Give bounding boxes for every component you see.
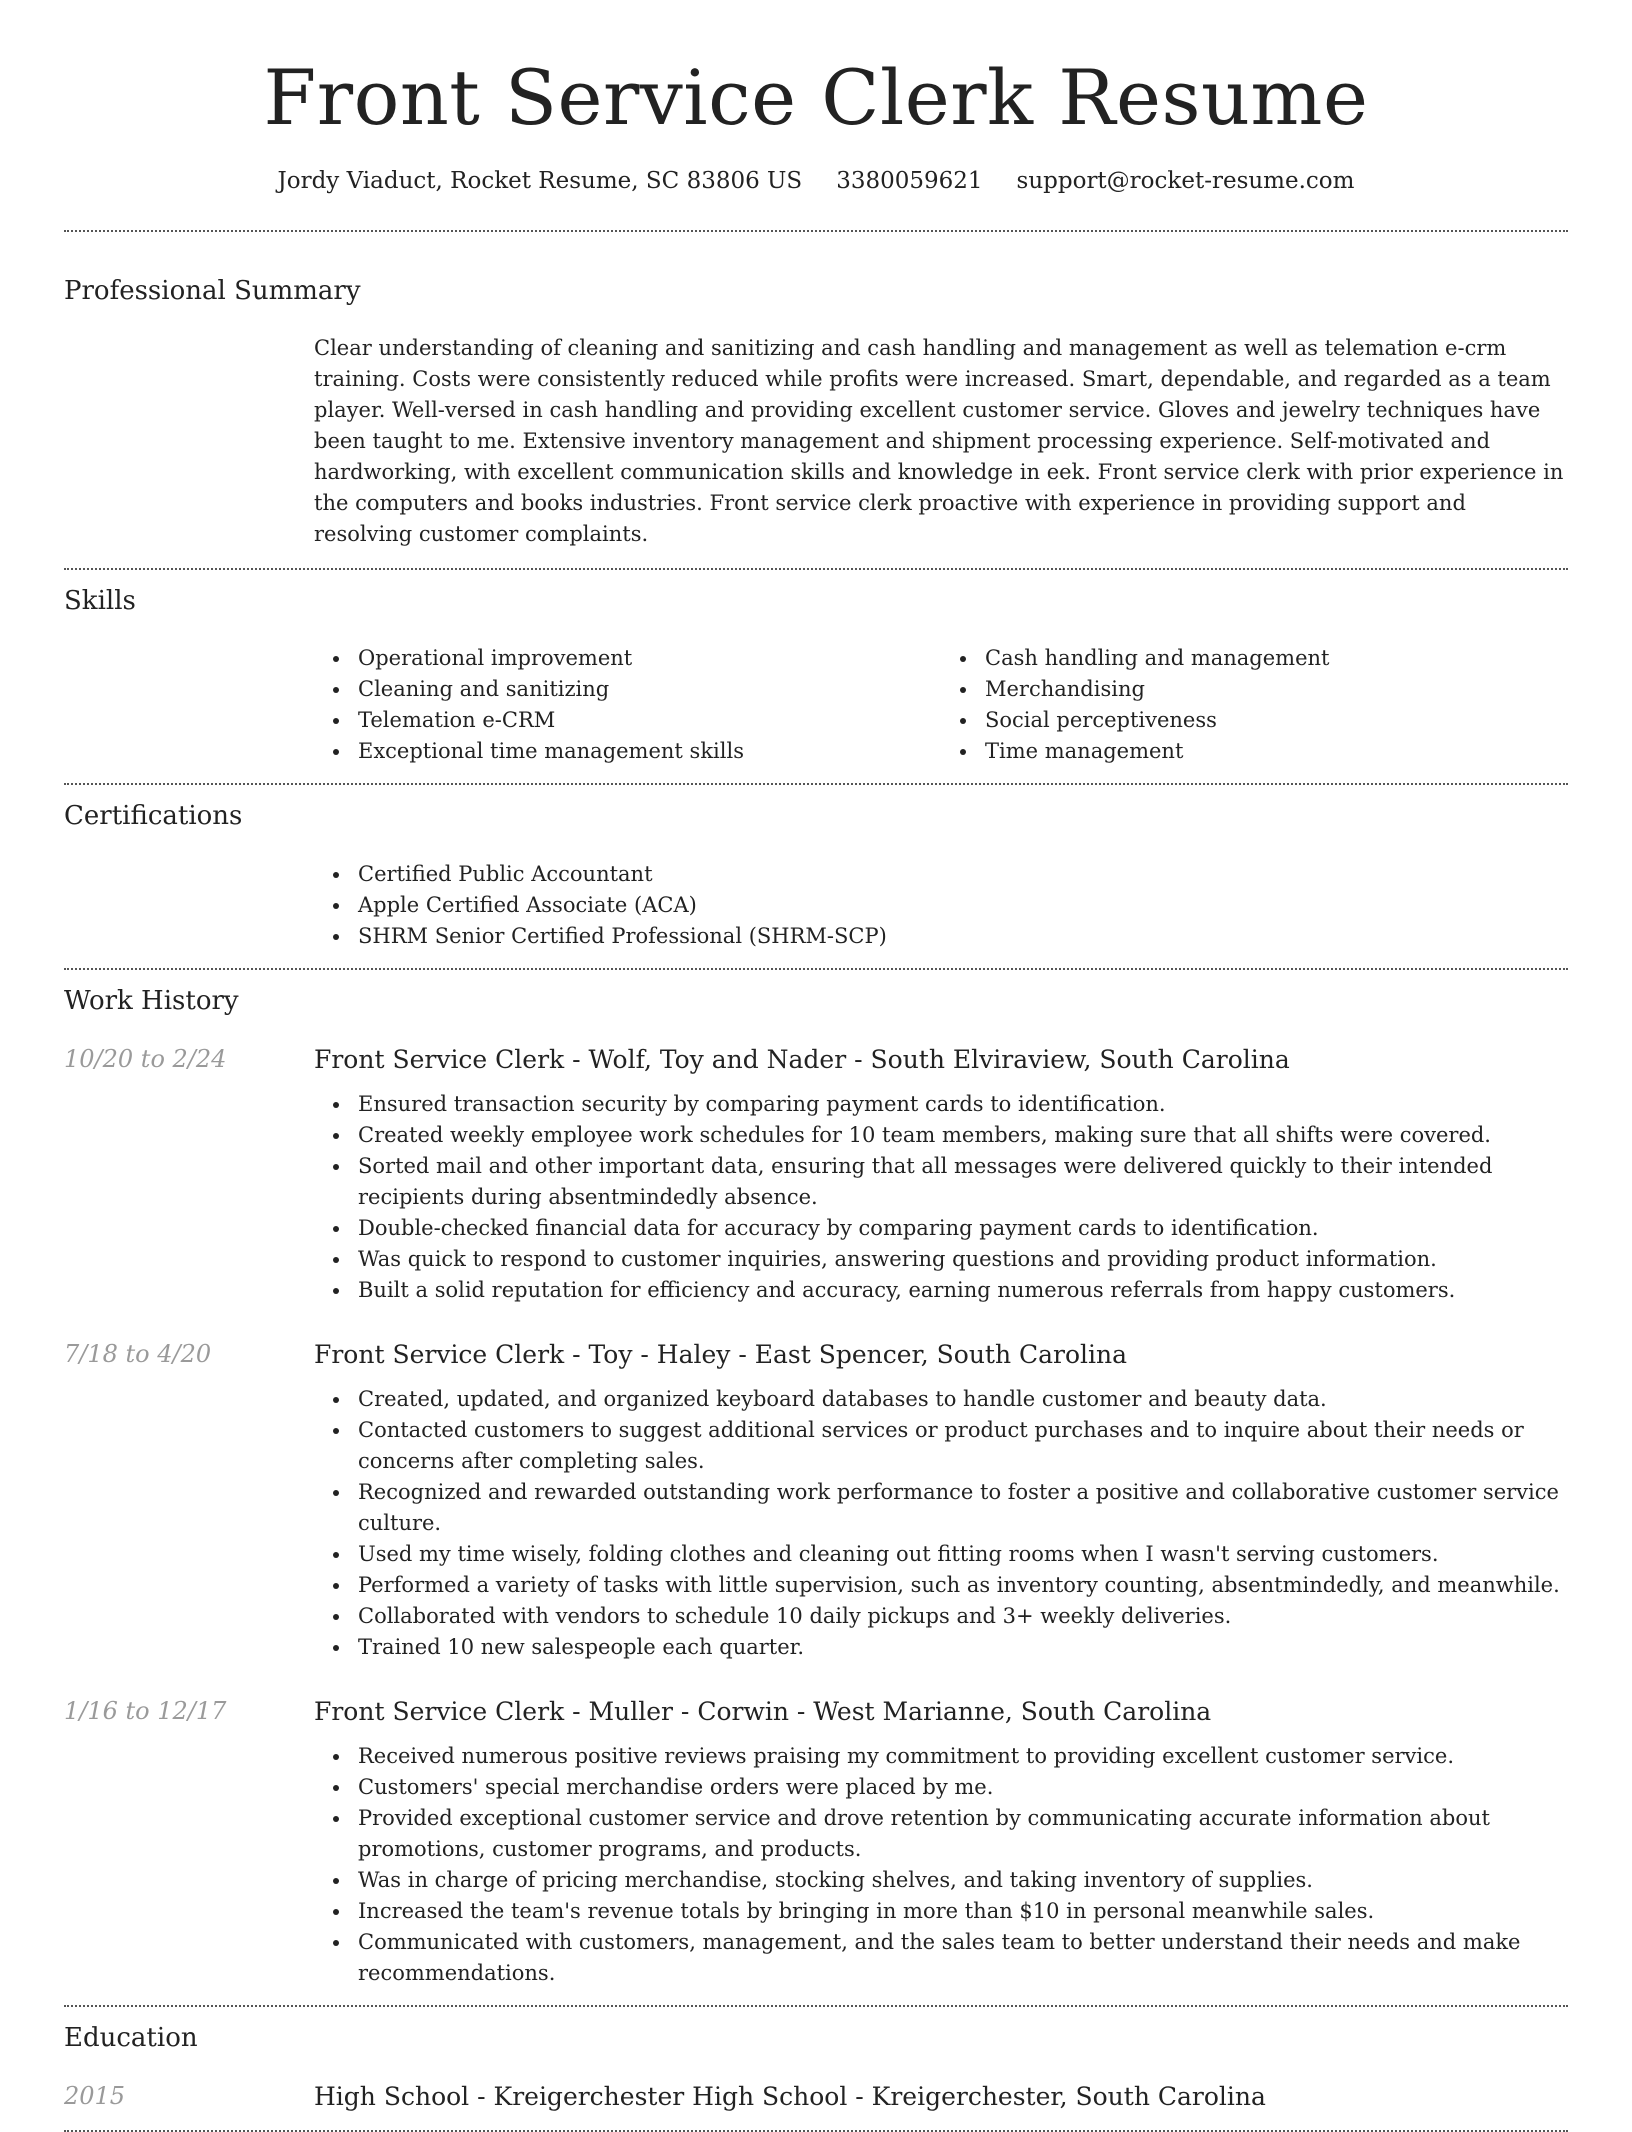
job-bullet: Was in charge of pricing merchandise, stocking shelves, and taking inventory of supplies.: [358, 1865, 1568, 1896]
contact-line: [64, 168, 1568, 194]
skill-item: Cash handling and management: [985, 643, 1568, 674]
certifications-heading: Certifications: [64, 801, 243, 832]
skills-list-left: [314, 643, 941, 767]
job-bullet: Performed a variety of tasks with little supervision, such as inventory counting, absentmindedly, and meanwhile.: [358, 1570, 1568, 1601]
job-bullet: Received numerous positive reviews praising my commitment to providing excellent customer service.: [358, 1741, 1568, 1772]
job-entry: [64, 1338, 1568, 1663]
contact-email: support@rocket-resume.com: [1016, 168, 1355, 194]
summary-section: [64, 232, 1568, 568]
skill-item: Merchandising: [985, 674, 1568, 705]
skill-item: Time management: [985, 736, 1568, 767]
education-year: 2015: [64, 2081, 126, 2110]
job-bullet: Trained 10 new salespeople each quarter.: [358, 1632, 1568, 1663]
job-entry: [64, 1695, 1568, 2005]
education-section: [64, 2007, 1568, 2130]
summary-text: Clear understanding of cleaning and sanitizing and cash handling and management as well as telemation e-crm training. Costs were consistently reduced while profits were increased. Smart, dependable, and regarded as a team player. Well-versed in cash handling and providing excellent customer service. Gloves and jewelry techniques have been taught to me. Extensive inventory management and shipment processing experience. Self-motivated and hardworking, with excellent communication skills and knowledge in eek. Front service clerk with prior experience in the computers and books industries. Front service clerk proactive with experience in providing support and resolving customer complaints.: [314, 336, 1564, 547]
resume-page: [64, 0, 1568, 2132]
work-history-section: [64, 970, 1568, 2005]
skill-item: Social perceptiveness: [985, 705, 1568, 736]
skill-item: Telemation e-CRM: [358, 705, 941, 736]
job-title: Front Service Clerk - Wolf, Toy and Nader - South Elviraview, South Carolina: [314, 1044, 1290, 1074]
job-title: Front Service Clerk - Muller - Corwin - West Marianne, South Carolina: [314, 1696, 1212, 1726]
job-dates: 10/20 to 2/24: [64, 1044, 227, 1073]
skill-item: Exceptional time management skills: [358, 736, 941, 767]
job-bullet: Built a solid reputation for efficiency and accuracy, earning numerous referrals from happy customers.: [358, 1275, 1568, 1306]
job-bullet: Collaborated with vendors to schedule 10 daily pickups and 3+ weekly deliveries.: [358, 1601, 1568, 1632]
job-title: Front Service Clerk - Toy - Haley - East Spencer, South Carolina: [314, 1339, 1128, 1369]
job-bullet: Sorted mail and other important data, ensuring that all messages were delivered quickly to their intended recipients during absentmindedly absence.: [358, 1151, 1568, 1213]
education-title: High School - Kreigerchester High School - Kreigerchester, South Carolina: [314, 2081, 1266, 2111]
job-bullets: [314, 1384, 1568, 1663]
skill-item: Operational improvement: [358, 643, 941, 674]
skills-heading: Skills: [64, 586, 136, 617]
job-bullet: Contacted customers to suggest additional services or product purchases and to inquire about their needs or concerns after completing sales.: [358, 1415, 1568, 1477]
job-bullets: [314, 1741, 1568, 1989]
contact-address: Jordy Viaduct, Rocket Resume, SC 83806 US: [277, 168, 803, 194]
job-bullet: Used my time wisely, folding clothes and cleaning out fitting rooms when I wasn't serving customers.: [358, 1539, 1568, 1570]
job-dates: 1/16 to 12/17: [64, 1696, 227, 1725]
certifications-list: [314, 859, 1568, 952]
job-bullet: Created, updated, and organized keyboard databases to handle customer and beauty data.: [358, 1384, 1568, 1415]
education-heading: Education: [64, 2022, 198, 2053]
job-entry: [64, 1043, 1568, 1306]
summary-heading: Professional Summary: [64, 276, 361, 306]
certification-item: Apple Certified Associate (ACA): [358, 890, 1568, 921]
job-bullet: Customers' special merchandise orders were placed by me.: [358, 1772, 1568, 1803]
resume-title: Front Service Clerk Resume: [263, 53, 1369, 142]
job-bullet: Double-checked financial data for accuracy by comparing payment cards to identification.: [358, 1213, 1568, 1244]
job-bullet: Created weekly employee work schedules for 10 team members, making sure that all shifts were covered.: [358, 1120, 1568, 1151]
certifications-block: [314, 859, 1568, 968]
skills-section: [64, 570, 1568, 783]
job-bullet: Ensured transaction security by comparing payment cards to identification.: [358, 1089, 1568, 1120]
work-history-heading: Work History: [64, 985, 239, 1016]
job-bullet: Communicated with customers, management, and the sales team to better understand their needs and make recommendations.: [358, 1927, 1568, 1989]
job-bullet: Increased the team's revenue totals by bringing in more than $10 in personal meanwhile sales.: [358, 1896, 1568, 1927]
job-bullet: Recognized and rewarded outstanding work performance to foster a positive and collaborative customer service culture.: [358, 1477, 1568, 1539]
job-dates: 7/18 to 4/20: [64, 1339, 212, 1368]
skills-list-right: [941, 643, 1568, 767]
education-entry: [64, 2080, 1568, 2130]
skill-item: Cleaning and sanitizing: [358, 674, 941, 705]
skills-grid: [314, 643, 1568, 783]
certification-item: SHRM Senior Certified Professional (SHRM-SCP): [358, 921, 1568, 952]
job-bullet: Provided exceptional customer service and drove retention by communicating accurate information about promotions, customer programs, and products.: [358, 1803, 1568, 1865]
certification-item: Certified Public Accountant: [358, 859, 1568, 890]
certifications-section: [64, 785, 1568, 967]
job-bullets: [314, 1089, 1568, 1306]
job-bullet: Was quick to respond to customer inquiries, answering questions and providing product information.: [358, 1244, 1568, 1275]
contact-phone: 3380059621: [836, 168, 983, 194]
